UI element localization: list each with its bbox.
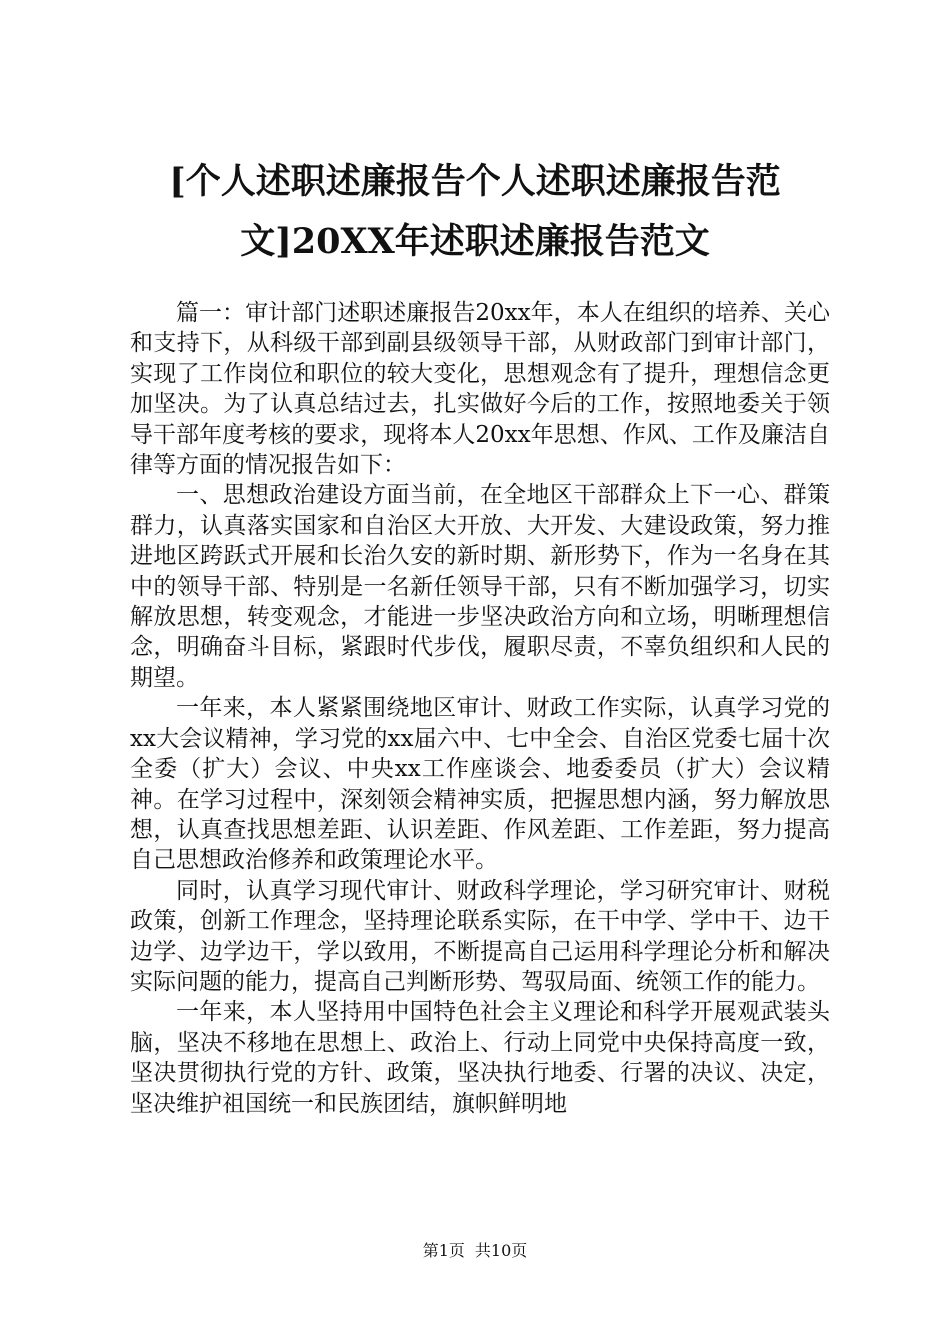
document-title-line-2: 文]20XX年述职述廉报告范文 (240, 221, 710, 262)
page-number: 第1页 (422, 1241, 465, 1260)
paragraph-1: 篇一：审计部门述职述廉报告20xx年，本人在组织的培养、关心和支持下，从科级干部到副县级领导干部，从财政部门到审计部门，实现了工作岗位和职位的较大变化，思想观念有了提升，理想信念更加坚决。为了认真总结过去，扎实做好今后的工作，按照地委关于领导干部年度考核的要求，现将本人20xx年思想、作风、工作及廉洁自律等方面的情况报告如下： (130, 300, 830, 479)
document-title-line-1: [个人述职述廉报告个人述职述廉报告范 (169, 161, 781, 202)
document-body (130, 298, 830, 1119)
paragraph-5: 一年来，本人坚持用中国特色社会主义理论和科学开展观武装头脑，坚决不移地在思想上、政治上、行动上同党中央保持高度一致，坚决贯彻执行党的方针、政策，坚决执行地委、行署的决议、决定，坚决维护祖国统一和民族团结，旗帜鲜明地 (130, 999, 830, 1117)
page-total: 共10页 (474, 1241, 528, 1260)
paragraph-2: 一、思想政治建设方面当前，在全地区干部群众上下一心、群策群力，认真落实国家和自治区大开放、大开发、大建设政策，努力推进地区跨跃式开展和长治久安的新时期、新形势下，作为一名身在其中的领导干部、特别是一名新任领导干部，只有不断加强学习，切实解放思想，转变观念，才能进一步坚决政治方向和立场，明晰理想信念，明确奋斗目标，紧跟时代步伐，履职尽责，不辜负组织和人民的期望。 (130, 482, 830, 691)
paragraph-3: 一年来，本人紧紧围绕地区审计、财政工作实际，认真学习党的xx大会议精神，学习党的xx届六中、七中全会、自治区党委七届十次全委（扩大）会议、中央xx工作座谈会、地委委员（扩大）会议精神。在学习过程中，深刻领会精神实质，把握思想内涵，努力解放思想，认真查找思想差距、认识差距、作风差距、工作差距，努力提高自己思想政治修养和政策理论水平。 (130, 695, 830, 874)
page-footer (0, 1241, 950, 1261)
paragraph-4: 同时，认真学习现代审计、财政科学理论，学习研究审计、财税政策，创新工作理念，坚持理论联系实际，在干中学、学中干、边干边学、边学边干，学以致用，不断提高自己运用科学理论分析和解决实际问题的能力，提高自己判断形势、驾驭局面、统领工作的能力。 (130, 877, 830, 995)
